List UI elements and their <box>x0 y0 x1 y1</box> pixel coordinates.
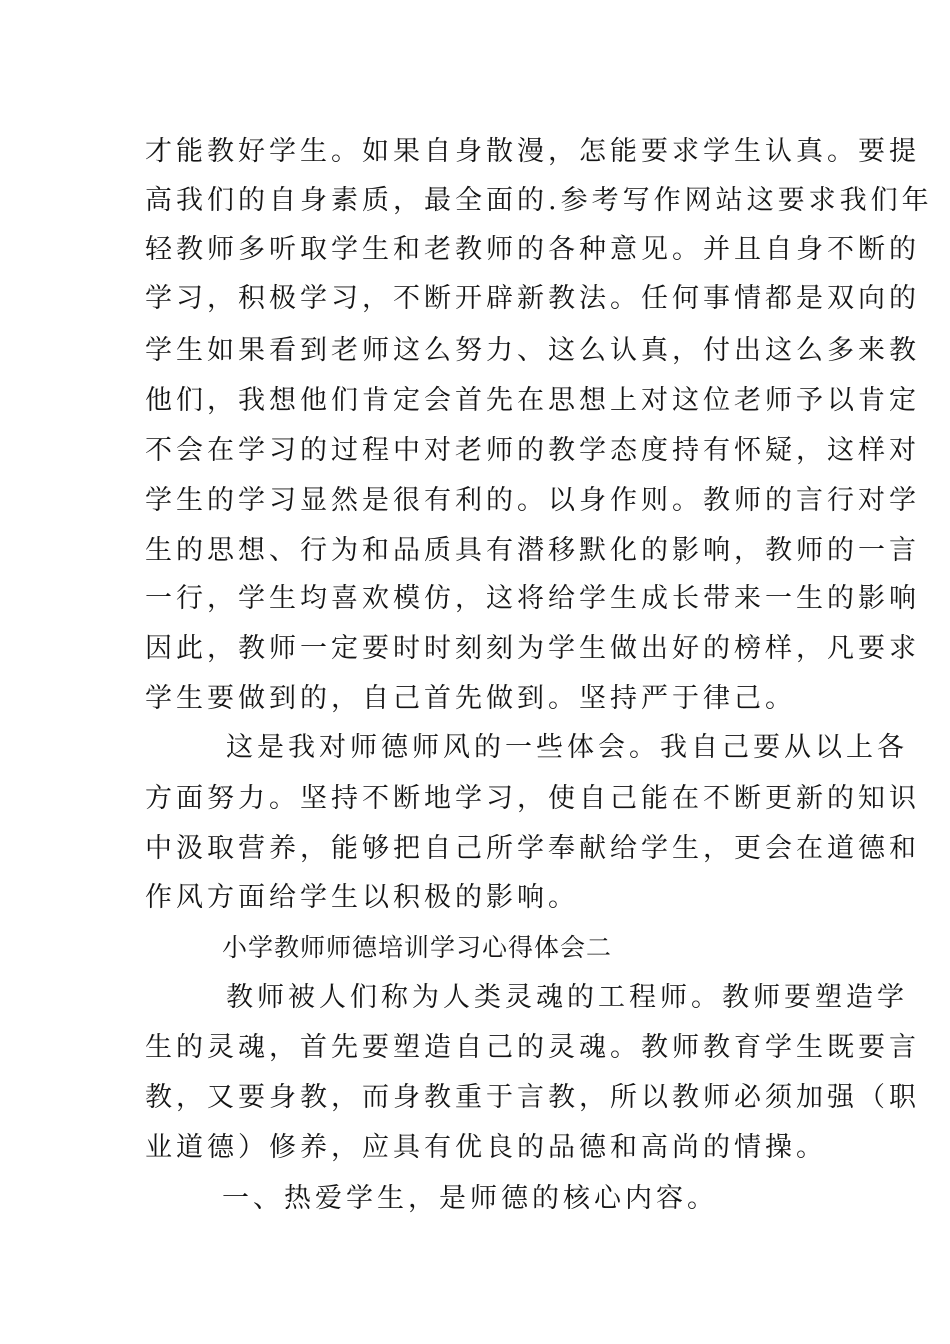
text-line: 方面努力。坚持不断地学习，使自己能在不断更新的知识 <box>145 783 920 814</box>
text-line: 才能教好学生。如果自身散漫，怎能要求学生认真。要提 <box>145 136 920 167</box>
text-line: 一行，学生均喜欢模仿，这将给学生成长带来一生的影响 <box>145 583 920 614</box>
text-line: 轻教师多听取学生和老教师的各种意见。并且自身不断的 <box>145 234 920 265</box>
text-line: 因此，教师一定要时时刻刻为学生做出好的榜样，凡要求 <box>145 633 920 664</box>
text-line: 作风方面给学生以积极的影响。 <box>145 882 579 913</box>
section-heading: 一、热爱学生，是师德的核心内容。 <box>222 1183 718 1214</box>
text-line: 教，又要身教，而身教重于言教，所以教师必须加强（职 <box>145 1082 920 1113</box>
text-line: 业道德）修养，应具有优良的品德和高尚的情操。 <box>145 1132 827 1163</box>
text-line: 学生如果看到老师这么努力、这么认真，付出这么多来教 <box>145 335 920 366</box>
text-line: 中汲取营养，能够把自己所学奉献给学生，更会在道德和 <box>145 833 920 864</box>
text-line: 学生的学习显然是很有利的。以身作则。教师的言行对学 <box>145 485 920 516</box>
paragraph-first-line: 这是我对师德师风的一些体会。我自己要从以上各 <box>226 732 908 763</box>
text-line: 学生要做到的，自己首先做到。坚持严于律己。 <box>145 683 796 714</box>
section-subtitle: 小学教师师德培训学习心得体会二 <box>222 933 613 962</box>
text-line: 生的思想、行为和品质具有潜移默化的影响，教师的一言 <box>145 535 920 566</box>
text-line: 他们，我想他们肯定会首先在思想上对这位老师予以肯定 <box>145 385 920 416</box>
text-line: 生的灵魂，首先要塑造自己的灵魂。教师教育学生既要言 <box>145 1032 920 1063</box>
text-line: 高我们的自身素质，最全面的.参考写作网站这要求我们年 <box>145 185 933 216</box>
text-line: 学习，积极学习，不断开辟新教法。任何事情都是双向的 <box>145 283 920 314</box>
paragraph-first-line: 教师被人们称为人类灵魂的工程师。教师要塑造学 <box>226 982 908 1013</box>
text-line: 不会在学习的过程中对老师的教学态度持有怀疑，这样对 <box>145 435 920 466</box>
